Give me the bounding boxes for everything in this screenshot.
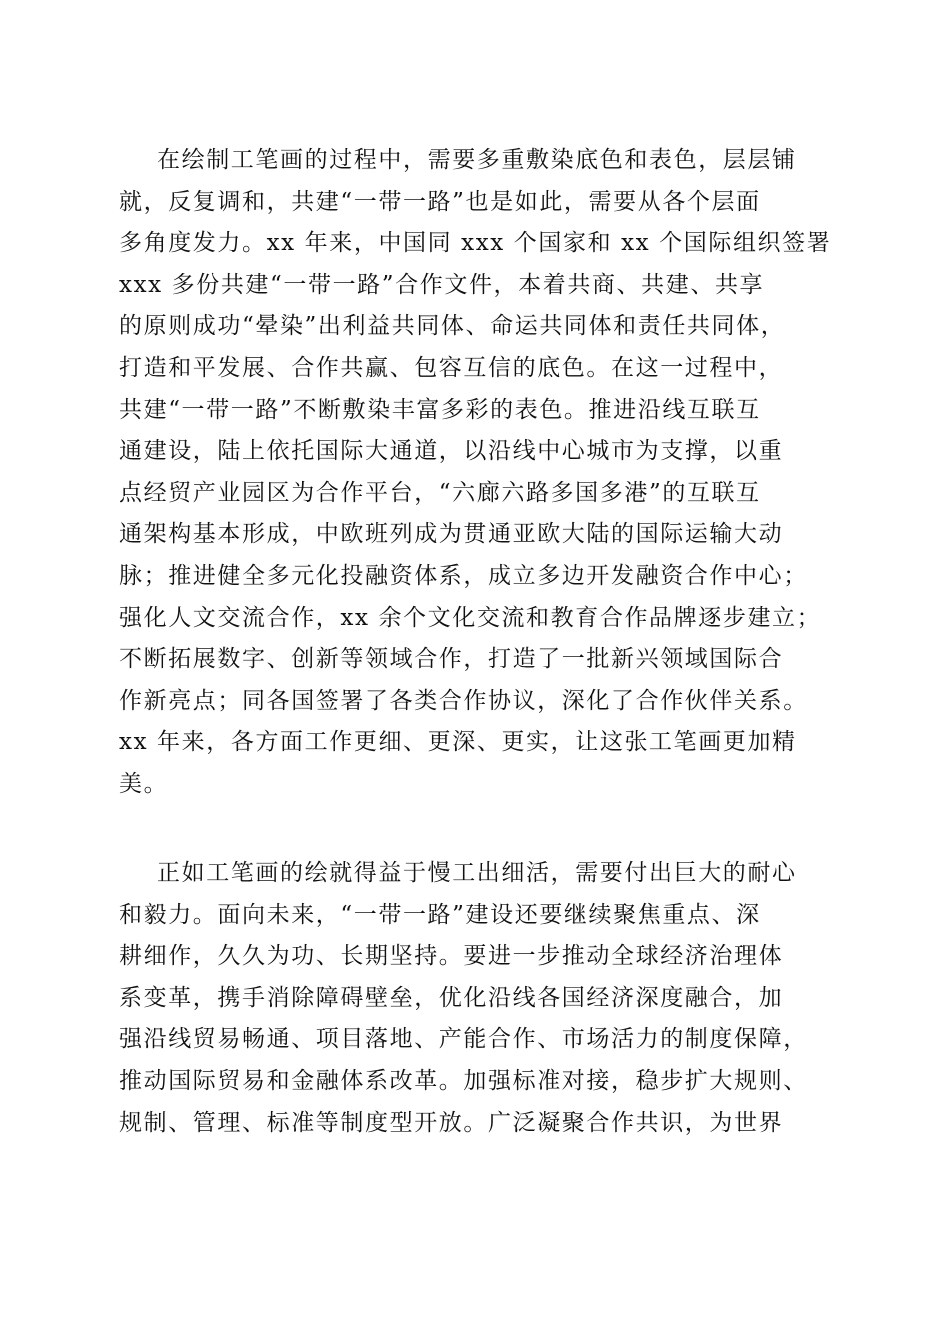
paragraph-1: [119, 140, 839, 806]
paragraph-line: 的原则成功“晕染”出利益共同体、命运共同体和责任共同体，: [119, 313, 786, 340]
paragraph-2: [119, 853, 839, 1144]
paragraph-line: 和毅力。面向未来，“一带一路”建设还要继续聚焦重点、深: [119, 901, 761, 928]
paragraph-line: 脉；推进健全多元化投融资体系，成立多边开发融资合作中心；: [119, 562, 808, 589]
paragraph-line: 美。: [119, 770, 169, 797]
paragraph-line: 打造和平发展、合作共赢、包容互信的底色。在这一过程中，: [119, 354, 784, 381]
paragraph-line: 就，反复调和，共建“一带一路”也是如此，需要从各个层面: [119, 188, 761, 215]
paragraph-line: 作新亮点；同各国签署了各类合作协议，深化了合作伙伴关系。: [119, 687, 808, 714]
paragraph-line: 耕细作，久久为功、长期坚持。要进一步推动全球经济治理体: [119, 943, 784, 970]
paragraph-line: 不断拓展数字、创新等领域合作，打造了一批新兴领域国际合: [119, 646, 784, 673]
paragraph-line: 共建“一带一路”不断敷染丰富多彩的表色。推进沿线互联互: [119, 396, 761, 423]
paragraph-line: 强化人文交流合作，xx 余个文化交流和教育合作品牌逐步建立；: [119, 604, 822, 631]
paragraph-line: xxx 多份共建“一带一路”合作文件，本着共商、共建、共享: [119, 271, 765, 298]
paragraph-line: 多角度发力。xx 年来，中国同 xxx 个国家和 xx 个国际组织签署: [119, 230, 832, 257]
paragraph-line: 正如工笔画的绘就得益于慢工出细活，需要付出巨大的耐心: [157, 860, 797, 886]
paragraph-line: 系变革，携手消除障碍壁垒，优化沿线各国经济深度融合，加: [119, 984, 784, 1011]
paragraph-line: 强沿线贸易畅通、项目落地、产能合作、市场活力的制度保障，: [119, 1026, 808, 1053]
paragraph-line: 规制、管理、标准等制度型开放。广泛凝聚合作共识，为世界: [119, 1109, 784, 1136]
paragraph-line: 推动国际贸易和金融体系改革。加强标准对接，稳步扩大规则、: [119, 1067, 808, 1094]
paragraph-line: xx 年来，各方面工作更细、更深、更实，让这张工笔画更加精: [119, 729, 797, 756]
paragraph-line: 在绘制工笔画的过程中，需要多重敷染底色和表色，层层铺: [157, 147, 797, 173]
paragraph-line: 点经贸产业园区为合作平台，“六廊六路多国多港”的互联互: [119, 479, 761, 506]
paragraph-line: 通架构基本形成，中欧班列成为贯通亚欧大陆的国际运输大动: [119, 521, 784, 548]
paragraph-line: 通建设，陆上依托国际大通道，以沿线中心城市为支撑，以重: [119, 438, 784, 465]
